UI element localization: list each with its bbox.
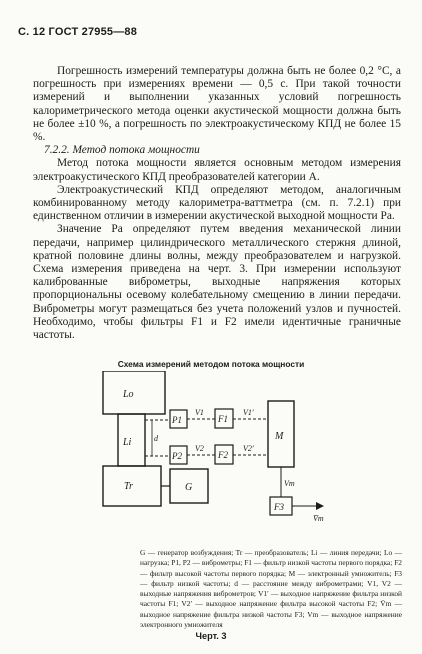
page-header: С. 12 ГОСТ 27955—88 xyxy=(18,26,138,38)
load-block xyxy=(103,371,165,414)
measurement-diagram xyxy=(90,371,340,531)
f2-label: F2 xyxy=(218,450,228,460)
transducer-label: Tr xyxy=(124,481,133,492)
p1-label: P1 xyxy=(172,415,182,425)
section-title: 7.2.2. Метод потока мощности xyxy=(44,144,200,157)
v1-prime-label: V1′ xyxy=(243,408,254,417)
paragraph-efficiency: Электроакустический КПД определяют методом, аналогичным комбинированному методу калориметра-ваттметра (см. п. 7.2.1) при единственном отличии в измерении акустической выходной мощности Pа. xyxy=(33,183,401,223)
line-label: Li xyxy=(123,437,132,448)
v2-label: V2 xyxy=(195,444,204,453)
figure-title: Схема измерений методом потока мощности xyxy=(117,359,305,369)
output-arrowhead xyxy=(316,502,324,510)
v1-label: V1 xyxy=(195,408,204,417)
m-label: M xyxy=(275,431,284,442)
vm-label: Vm xyxy=(284,479,295,488)
figure-legend: G — генератор возбуждения; Tr — преобразователь; Li — линия передачи; Lo — нагрузка; P1, P2 — виброметры; F1 — фильтр низкой частоты первого порядка; F2 — фильтр высокой частоты первого порядка; M — электронный умножитель; F3 — фильтр низкой частоты; d — расстояние между виброметрами; V1, V2 — выходные напряжения виброметров; V1′ — выходное напряжение фильтра низкой частоты F1; V2′ — выходное напряжение фильтра высокой частоты F2; V̄m — выходное напряжение фильтра низкой частоты F3; Vm — выходное напряжение электронного умножителя xyxy=(140,548,402,630)
vm-output-label: V̄m xyxy=(313,514,324,523)
f3-label: F3 xyxy=(274,502,284,512)
paragraph-measurement: Значение Pа определяют путем введения механической линии передачи, например цилиндрического металлического стержня длиной, кратной половине длины волны, между преобразователем и нагрузкой. Схема измерения приведена на черт. 3. При измерении используют калиброванные виброметры, выходные напряжения которых пропорциональны осевому колебательному смещению в линии передачи. Виброметры могут размещаться без учета положений узлов и пучностей. Необходимо, чтобы фильтры F1 и F2 имели идентичные граничные частоты. xyxy=(33,223,401,342)
f1-label: F1 xyxy=(218,414,228,424)
paragraph-method: Метод потока мощности является основным методом измерения электроакустического КПД преобразователей категории А. xyxy=(33,157,401,183)
load-label: Lo xyxy=(123,389,134,400)
v2-prime-label: V2′ xyxy=(243,444,254,453)
figure-caption: Черт. 3 xyxy=(195,631,227,641)
distance-d-label: d xyxy=(154,434,158,443)
main-text xyxy=(33,65,401,342)
generator-label: G xyxy=(185,482,193,493)
p2-label: P2 xyxy=(172,451,182,461)
paragraph-accuracy: Погрешность измерений температуры должна быть не более 0,2 °С, а погрешность при измерениях времени — 0,5 с. При такой точности измерений и выполнении указанных условий погрешность калориметрического метода оценки акустической мощности должна быть не более ±10 %, а погрешность по электроакустическому КПД не более 15 %. xyxy=(33,65,401,144)
